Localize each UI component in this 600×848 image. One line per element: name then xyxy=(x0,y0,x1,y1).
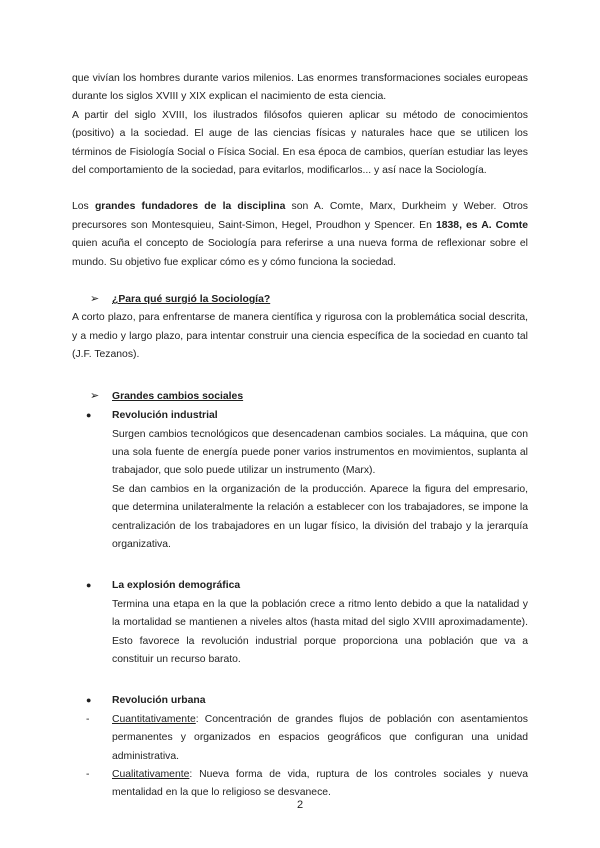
industrial-paragraph-1: Surgen cambios tecnológicos que desencadenan cambios sociales. La máquina, que con una sola fuente de energía puede poner varios instrumentos en movimientos, suplanta al trabajador, que solo puede utilizar un instrumento (Marx). xyxy=(112,428,528,477)
intro-paragraph-1: que vivían los hombres durante varios milenios. Las enormes transformaciones sociales europeas durante los siglos XVIII y XIX explican el nacimiento de esta ciencia. xyxy=(72,73,528,103)
demographic-paragraph: Termina una etapa en la que la población crece a ritmo lento debido a que la natalidad y la mortalidad se mantienen a niveles altos (hasta mitad del siglo XVIII aproximadamente). Esto favorece la revolución industrial porque proporciona una población que va a constituir un recurso barato. xyxy=(112,598,528,665)
section-heading-purpose xyxy=(90,290,528,309)
bullet-icon: ● xyxy=(86,580,92,591)
section-heading-label: Grandes cambios sociales xyxy=(112,390,244,402)
founders-text-3: quien acuña el concepto de Sociología para referirse a una nueva forma de reflexionar sobre el mundo. Su objetivo fue explicar cómo es y cómo funciona la sociedad. xyxy=(72,238,528,268)
section-heading-label: ¿Para qué surgió la Sociología? xyxy=(112,294,271,306)
bullet-icon: ● xyxy=(86,695,92,706)
subitem-label: Cuantitativamente xyxy=(112,713,196,725)
founders-text-2: son A. Comte, Marx, Durkheim y Weber. Otros precursores son Montesquieu, Saint-Simon, Hegel, Proudhon y Spencer. En xyxy=(72,201,529,231)
bullet-heading-label: Revolución industrial xyxy=(112,410,218,422)
subitem-text: : Nueva forma de vida, ruptura de los controles sociales y nueva mentalidad en la que lo religioso se desvanece. xyxy=(112,769,528,799)
subitem-text: : Concentración de grandes flujos de población con asentamientos permanentes y organizados en espacios geográficos que configuran una unidad administrativa. xyxy=(112,713,528,762)
founders-bold-1: grandes fundadores de la disciplina xyxy=(94,201,286,213)
industrial-paragraph-2: Se dan cambios en la organización de la producción. Aparece la figura del empresario, que determina unilateralmente la relación a establecer con los trabajadores, se impone la centralización de los trabajadores en un lugar físico, la división del trabajo y la jerarquía organizativa. xyxy=(112,483,528,550)
urban-subitem-quantitative xyxy=(86,711,528,766)
bullet-icon: ● xyxy=(86,410,92,421)
urban-subitem-body xyxy=(112,711,528,766)
document-page xyxy=(72,70,528,803)
purpose-paragraph: A corto plazo, para enfrentarse de manera científica y rigurosa con la problemática social descrita, y a medio y largo plazo, para intentar construir una ciencia específica de la sociedad en cuanto tal (J.F. Tezanos). xyxy=(72,312,528,361)
bullet-heading-label: Revolución urbana xyxy=(112,695,206,707)
subitem-label: Cualitativamente xyxy=(112,769,190,780)
dash-bullet-icon: - xyxy=(86,769,90,780)
dash-bullet-icon: - xyxy=(86,713,90,725)
industrial-body xyxy=(112,426,528,555)
bullet-heading-label: La explosión demográfica xyxy=(112,580,241,592)
section-heading-changes xyxy=(90,387,528,406)
page-number: 2 xyxy=(296,799,304,811)
bullet-heading-industrial xyxy=(86,406,528,425)
founders-bold-2: 1838, es A. Comte xyxy=(435,219,528,231)
arrow-bullet-icon: ➢ xyxy=(90,293,100,306)
bullet-heading-urban xyxy=(86,691,528,710)
arrow-bullet-icon: ➢ xyxy=(90,389,100,402)
founders-text-1: Los xyxy=(72,201,95,213)
intro-paragraph-2: A partir del siglo XVIII, los ilustrados filósofos quieren aplicar su método de conocimientos (positivo) a la sociedad. El auge de las ciencias físicas y naturales hace que se utilicen los términos de Fisiología Social o Física Social. En esa época de cambios, querían estudiar las leyes del comportamiento de la sociedad, para evitarlos, modificarlos... y así nace la Sociología. xyxy=(72,109,528,177)
demographic-body xyxy=(112,596,528,670)
bullet-heading-demographic xyxy=(86,576,528,595)
founders-paragraph xyxy=(72,198,528,272)
